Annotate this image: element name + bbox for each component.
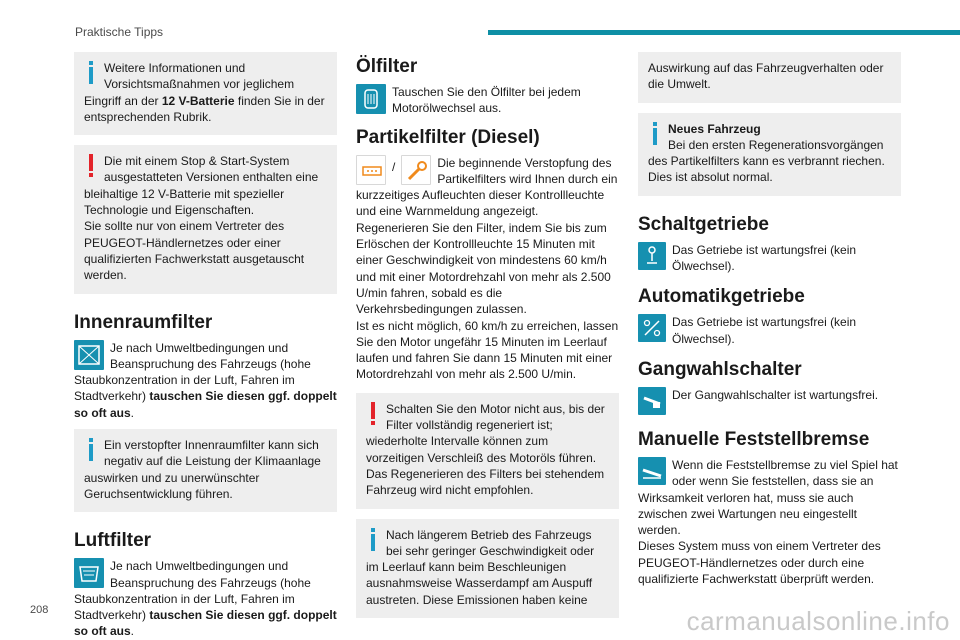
heading-automatikgetriebe: Automatikgetriebe [638, 286, 805, 308]
particle-filter-warning-lamp-icon [356, 155, 386, 185]
info-icon [648, 121, 664, 147]
partikel-text-1: Die beginnende Verstopfung des Partikelfilters wird Ihnen durch ein kurzzeitiges Aufleuchten dieser Kontrollleuchte und eine Warnmeldung angezeigt. [356, 155, 618, 219]
info-box-continued [638, 52, 901, 103]
innenraum-text: Je nach Umweltbedingungen und Beanspruchung des Fahrzeugs (hohe Staubkonzentration in der Luft, Fahren im Stadtverkehr) [74, 340, 311, 404]
service-wrench-icon [401, 155, 431, 185]
air-filter-icon [74, 558, 104, 588]
brems-paragraph-2: Dieses System muss von einem Vertreter des PEUGEOT-Händlernetzes oder durch eine qualifizierte Fachwerkstatt überprüft werden. [638, 539, 881, 587]
heading-gangwahlschalter: Gangwahlschalter [638, 358, 802, 380]
brems-paragraph [638, 457, 901, 538]
page-header-title: Praktische Tipps [75, 25, 164, 39]
oelfilter-text: Tauschen Sie den Ölfilter bei jedem Motorölwechsel aus. [392, 85, 581, 116]
info-icon [366, 527, 382, 553]
warning-text-1: Die mit einem Stop & Start-System ausgestatteten Versionen enthalten eine bleihaltige 12 V-Batterie mit spezieller Technologie und Eigenschaften. [84, 154, 319, 218]
luftfilter-text: Je nach Umweltbedingungen und Beanspruchung des Fahrzeugs (hohe Staubkonzentration in der Luft, Fahren im Stadtverkehr) [74, 559, 311, 623]
column-2 [356, 52, 619, 628]
info-box-innenraum [74, 429, 337, 512]
heading-feststellbremse: Manuelle Feststellbremse [638, 428, 870, 450]
warning-box-stop-start [74, 145, 337, 293]
info-text-part: finden Sie in der entsprechenden Rubrik. [84, 93, 325, 124]
info-box-title [648, 121, 891, 137]
brems-text-1: Wenn die Feststellbremse zu viel Spiel hat oder wenn Sie feststellen, dass sie an Wirksamkeit verloren hat, muss sie auch zwischen zwei Wartungen neu eingestellt werden. [638, 457, 898, 538]
oelfilter-paragraph [356, 84, 619, 117]
warning-text-2: Das Regenerieren des Filters bei stehendem Fahrzeug wird nicht empfohlen. [366, 466, 605, 498]
header-accent-bar [488, 30, 960, 35]
gear-selector-icon [638, 387, 666, 415]
luftfilter-text-bold: tauschen Sie diesen ggf. doppelt so oft aus [74, 608, 337, 639]
info-box-title-text: Neues Fahrzeug [668, 121, 761, 136]
parking-brake-icon [638, 457, 666, 485]
automatic-gearbox-icon [638, 314, 666, 342]
innenraum-paragraph [74, 340, 337, 421]
gang-paragraph [638, 387, 901, 417]
info-box-neues-fahrzeug-text: Bei den ersten Regenerationsvorgängen des Partikelfilters kann es verbrannt riechen. Dies ist absolut normal. [648, 137, 885, 185]
heading-innenraumfilter: Innenraumfilter [74, 311, 213, 333]
warning-icon [84, 153, 100, 179]
info-box-battery-text [84, 60, 327, 125]
partikel-paragraph [356, 155, 619, 220]
warning-icon [366, 401, 382, 427]
column-1 [74, 52, 337, 640]
manual-gearbox-icon [638, 242, 666, 270]
auto-text: Das Getriebe ist wartungsfrei (kein Ölwechsel). [672, 315, 857, 346]
info-box-battery [74, 52, 337, 135]
heading-partikelfilter: Partikelfilter (Diesel) [356, 126, 540, 148]
info-text-bold: 12 V-Batterie [161, 93, 235, 108]
icon-separator: / [392, 159, 396, 174]
info-text-part: Weitere Informationen und Vorsichtsmaßnahmen vor jeglichem Eingriff an der [84, 61, 295, 108]
info-box-wasserdampf-text: Nach längerem Betrieb des Fahrzeugs bei sehr geringer Geschwindigkeit oder im Leerlauf kann beim Beschleunigen ausnahmsweise Wasserdampf am Auspuff austreten. Diese Emissionen haben keine [366, 527, 595, 607]
info-box-innenraum-text: Ein verstopfter Innenraumfilter kann sich negativ auf die Leistung der Klimaanlage auswirken und zu unerwünschter Geruchsentwicklung führen. [84, 438, 321, 501]
innenraum-text-end: . [130, 405, 135, 420]
heading-oelfilter: Ölfilter [356, 56, 418, 77]
luftfilter-paragraph [74, 558, 337, 639]
column-3 [638, 52, 901, 595]
warning-box-regeneration [356, 393, 619, 509]
oil-filter-icon [356, 84, 386, 114]
heading-luftfilter: Luftfilter [74, 530, 152, 552]
heading-schaltgetriebe: Schaltgetriebe [638, 213, 769, 235]
page-number: 208 [30, 604, 49, 616]
schalt-paragraph [638, 242, 901, 275]
partikel-paragraph-2: Regenerieren Sie den Filter, indem Sie bis zum Erlöschen der Kontrollleuchte 15 Minuten mit einer Geschwindigkeit von mindestens 60 km/h und mit einer Motordrehzahl von mehr als 2.500 U/min fahren, sobald es die Verkehrsbedingungen zulassen. [356, 220, 611, 317]
warning-text-1: Schalten Sie den Motor nicht aus, bis der Filter vollständig regeneriert ist; wiederholte Intervalle können zum vorzeitigen Verschleiß des Motoröls führen. [366, 401, 605, 465]
warning-text-2: Sie sollte nur von einem Vertreter des PEUGEOT-Händlernetzes oder einer qualifizierten Fachwerkstatt ausgetauscht werden. [84, 219, 305, 283]
partikel-paragraph-3: Ist es nicht möglich, 60 km/h zu erreichen, lassen Sie den Motor ungefähr 15 Minuten im Leerlauf laufen und fahren Sie dann 15 Minuten mit einer Motordrehzahl von mehr als 2.500 U/min. [356, 318, 619, 382]
luftfilter-text-end: . [130, 624, 135, 639]
auto-paragraph [638, 314, 901, 347]
innenraum-text-bold: tauschen Sie diesen ggf. doppelt so oft aus [74, 389, 337, 420]
info-icon [84, 60, 100, 86]
info-icon [84, 437, 100, 463]
continued-text: Auswirkung auf das Fahrzeugverhalten oder die Umwelt. [648, 61, 884, 92]
cabin-filter-icon [74, 340, 104, 370]
schalt-text: Das Getriebe ist wartungsfrei (kein Ölwechsel). [672, 242, 857, 274]
info-box-wasserdampf [356, 519, 619, 618]
watermark: carmanualsonline.info [686, 606, 950, 636]
gang-text: Der Gangwahlschalter ist wartungsfrei. [672, 387, 879, 402]
info-box-neues-fahrzeug [638, 113, 901, 196]
